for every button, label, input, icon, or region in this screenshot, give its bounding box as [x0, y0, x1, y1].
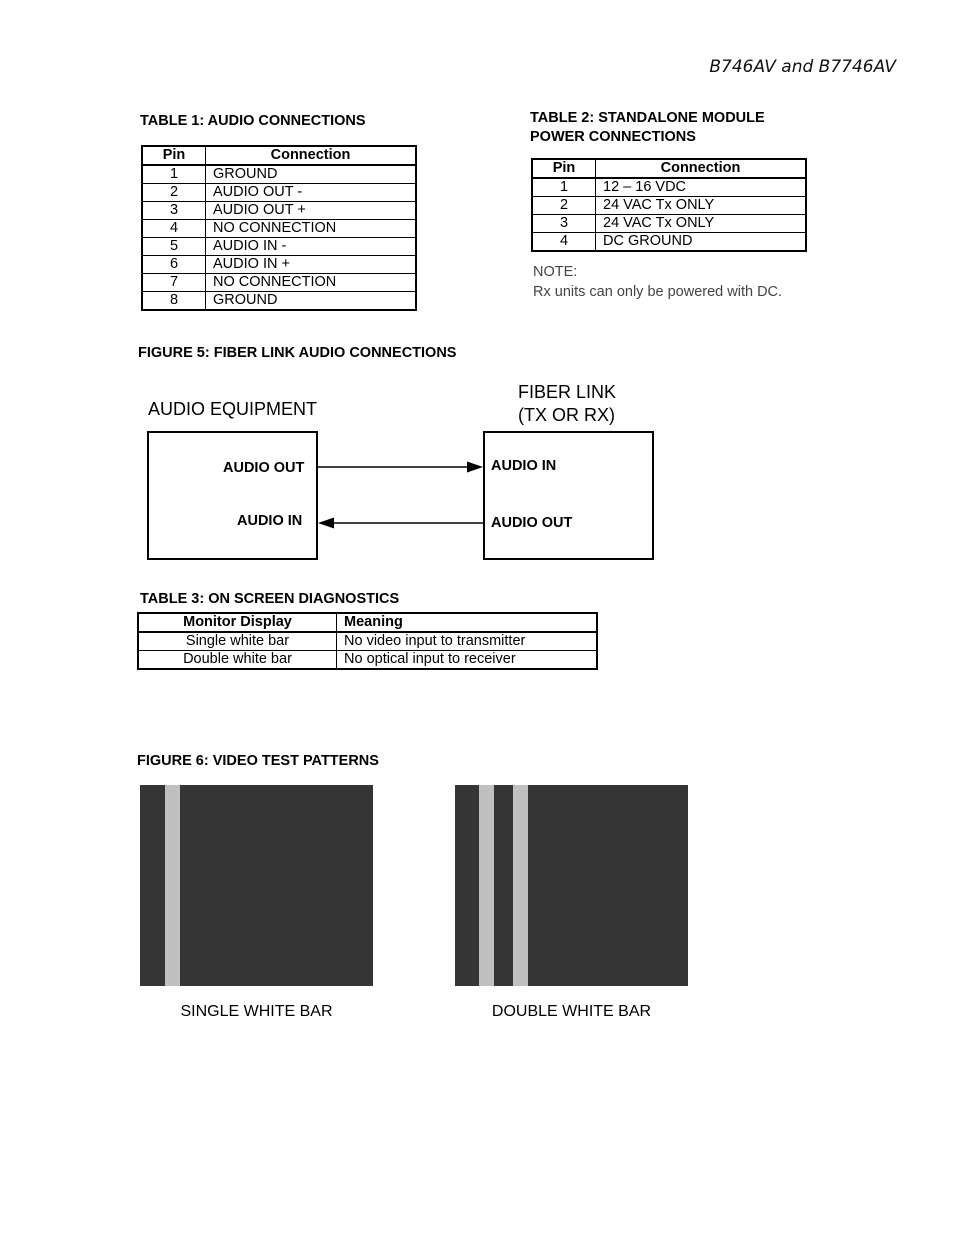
connection-cell: AUDIO IN + — [206, 256, 417, 274]
power-note — [533, 262, 782, 302]
pin-cell: 3 — [142, 202, 206, 220]
pin-cell: 7 — [142, 274, 206, 292]
pin-cell: 2 — [532, 197, 596, 215]
connection-cell: GROUND — [206, 292, 417, 311]
connection-cell: 24 VAC Tx ONLY — [596, 215, 807, 233]
table-header-row — [138, 613, 597, 632]
column-header-meaning: Meaning — [337, 613, 598, 632]
connection-cell: 24 VAC Tx ONLY — [596, 197, 807, 215]
pin-cell: 4 — [142, 220, 206, 238]
fiber-link-box — [483, 431, 654, 560]
pin-cell: 2 — [142, 184, 206, 202]
white-bar — [165, 785, 180, 986]
table-row — [138, 651, 597, 670]
pin-cell: 4 — [532, 233, 596, 252]
table2-caption-line2: POWER CONNECTIONS — [530, 129, 696, 145]
white-bar — [513, 785, 528, 986]
pin-cell: 1 — [142, 165, 206, 184]
table-row — [142, 274, 416, 292]
white-bar — [479, 785, 494, 986]
connection-cell: GROUND — [206, 165, 417, 184]
power-connections-table — [531, 158, 807, 252]
pin-cell: 5 — [142, 238, 206, 256]
fiber-audio-out-label: AUDIO OUT — [491, 515, 573, 531]
fiber-link-title-line1: FIBER LINK — [518, 382, 617, 402]
table-header-row — [142, 146, 416, 165]
connection-cell: AUDIO OUT - — [206, 184, 417, 202]
equipment-audio-in-label: AUDIO IN — [237, 513, 303, 529]
table-row — [142, 184, 416, 202]
double-white-bar-label: DOUBLE WHITE BAR — [491, 1003, 652, 1020]
equipment-audio-out-label: AUDIO OUT — [223, 460, 305, 476]
pin-cell: 3 — [532, 215, 596, 233]
audio-equipment-box — [147, 431, 318, 560]
fiber-link-title — [518, 381, 616, 427]
table-row — [142, 256, 416, 274]
pin-cell: 1 — [532, 178, 596, 197]
column-header-pin: Pin — [532, 159, 596, 178]
table1-caption: TABLE 1: AUDIO CONNECTIONS — [140, 113, 366, 129]
double-white-bar-pattern — [455, 785, 688, 986]
table2-caption-line1: TABLE 2: STANDALONE MODULE — [530, 110, 765, 126]
table3-caption: TABLE 3: ON SCREEN DIAGNOSTICS — [140, 591, 400, 607]
note-title: NOTE: — [533, 264, 578, 280]
table2-caption — [530, 109, 765, 147]
connection-cell: NO CONNECTION — [206, 274, 417, 292]
meaning-cell: No video input to transmitter — [337, 632, 598, 651]
pin-cell: 6 — [142, 256, 206, 274]
table-row — [142, 292, 416, 311]
meaning-cell: No optical input to receiver — [337, 651, 598, 670]
table-row — [142, 220, 416, 238]
arrow-left-icon — [318, 518, 484, 529]
table-header-row — [532, 159, 806, 178]
connection-cell: 12 – 16 VDC — [596, 178, 807, 197]
figure6-caption: FIGURE 6: VIDEO TEST PATTERNS — [137, 753, 379, 769]
column-header-monitor-display: Monitor Display — [138, 613, 337, 632]
connection-cell: AUDIO IN - — [206, 238, 417, 256]
table-row — [532, 215, 806, 233]
signal-arrows — [310, 455, 490, 535]
fiber-audio-in-label: AUDIO IN — [491, 458, 557, 474]
column-header-pin: Pin — [142, 146, 206, 165]
single-white-bar-pattern — [140, 785, 373, 986]
audio-connections-table — [141, 145, 417, 311]
diagnostics-table — [137, 612, 598, 670]
single-white-bar-label: SINGLE WHITE BAR — [180, 1003, 333, 1020]
fiber-link-title-line2: (TX OR RX) — [518, 405, 615, 425]
table-row — [532, 233, 806, 252]
table-row — [138, 632, 597, 651]
connection-cell: DC GROUND — [596, 233, 807, 252]
column-header-connection: Connection — [596, 159, 807, 178]
table-row — [142, 165, 416, 184]
monitor-display-cell: Double white bar — [138, 651, 337, 670]
audio-equipment-title: AUDIO EQUIPMENT — [148, 399, 318, 419]
table-row — [142, 202, 416, 220]
note-text: Rx units can only be powered with DC. — [533, 284, 783, 300]
table-row — [532, 178, 806, 197]
table-row — [142, 238, 416, 256]
connection-cell: NO CONNECTION — [206, 220, 417, 238]
connection-cell: AUDIO OUT + — [206, 202, 417, 220]
column-header-connection: Connection — [206, 146, 417, 165]
pin-cell: 8 — [142, 292, 206, 311]
table-row — [532, 197, 806, 215]
arrow-right-icon — [318, 462, 483, 473]
monitor-display-cell: Single white bar — [138, 632, 337, 651]
figure5-caption: FIGURE 5: FIBER LINK AUDIO CONNECTIONS — [138, 345, 457, 361]
document-model-header: B746AV and B7746AV — [709, 57, 896, 77]
